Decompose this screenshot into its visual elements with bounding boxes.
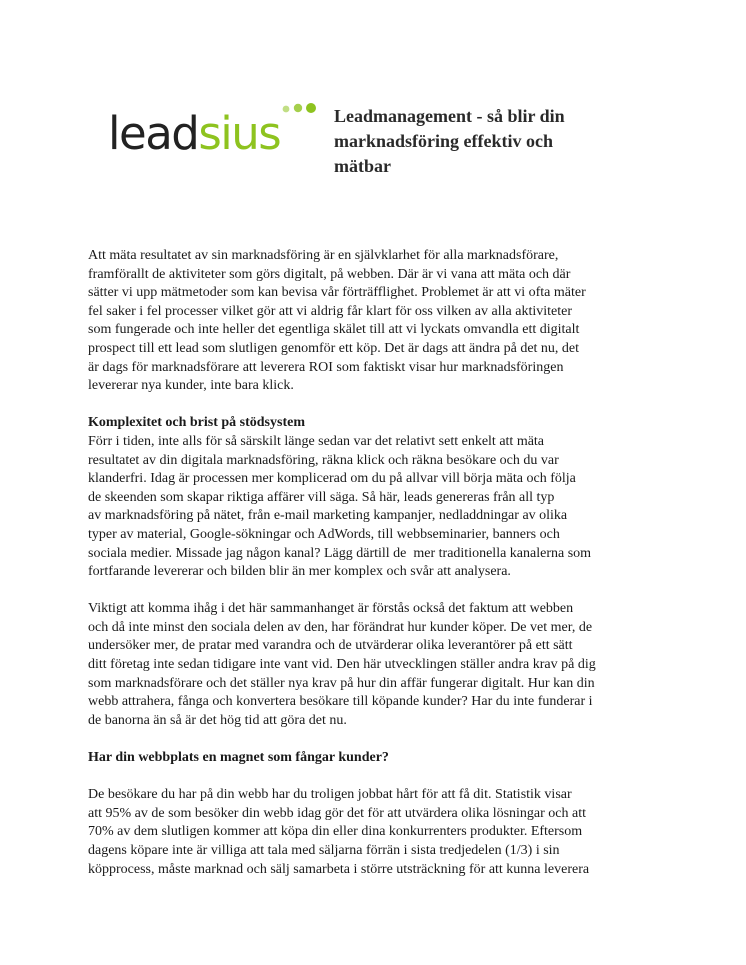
text-line: de banorna än så är det hög tid att göra det nu. (88, 712, 347, 728)
text-line: som fungerade och inte heller det egentliga skälet till att vi lyckats omvandla ett digitalt (88, 322, 580, 338)
section2-paragraph-1 (88, 786, 678, 879)
text-line: webb attrahera, fånga och konvertera besökare till köpande kunder? Har du inte funderar i (88, 694, 593, 710)
section-heading: Komplexitet och brist på stödsystem (88, 415, 305, 431)
text-line: De besökare du har på din webb har du troligen jobbat hårt för att få dit. Statistik visar (88, 787, 572, 803)
text-line: de skeenden som skapar riktiga affärer vill säga. Så här, leads genereras från all typ (88, 489, 555, 505)
text-line: är dags för marknadsförare att leverera ROI som faktiskt visar hur marknadsföringen (88, 359, 564, 375)
text-line: Förr i tiden, inte alls för så särskilt länge sedan var det relativt sett enkelt att mäta (88, 433, 545, 449)
text-line: och då inte minst den sociala delen av den, har förändrat hur kunder köper. De vet mer, de (88, 619, 593, 635)
text-line: köpprocess, måste marknad och sälj samarbeta i större utsträckning för att kunna leverera (88, 861, 590, 877)
text-line: som marknadsförare och det ställer nya krav på hur din affär fungerar digitalt. Hur kan din (88, 675, 595, 691)
text-line: undersöker mer, de pratar med varandra och de utvärderar olika leverantörer på ett sätt (88, 638, 573, 654)
text-line: Viktigt att komma ihåg i det här sammanhanget är förstås också det faktum att webben (88, 601, 574, 617)
text-line: av marknadsföring på nätet, från e-mail marketing kampanjer, nedladdningar av olika (88, 508, 568, 524)
text-line: levererar nya kunder, inte bara klick. (88, 378, 294, 394)
text-line: att 95% av de som besöker din webb idag gör det för att utvärdera olika lösningar och att (88, 805, 587, 821)
text-line: prospect till ett lead som slutligen genomför ett köp. Det är dags att ändra på det nu, det (88, 340, 580, 356)
text-line: framförallt de aktiviteter som görs digitalt, på webben. Där är vi vana att mäta och där (88, 266, 571, 282)
logo-sius-part: sius (198, 107, 281, 154)
text-line: dagens köpare inte är villiga att tala med säljarna förrän i sista tredjedelen (1/3) i sin (88, 843, 560, 858)
title-line: Leadmanagement - så blir din (334, 106, 565, 126)
title-line: marknadsföring effektiv och (334, 131, 553, 151)
logo-word (108, 107, 280, 154)
logo-lead-part: lead (108, 107, 199, 154)
text-line: ditt företag inte sedan tidigare inte vant vid. Den här utvecklingen ställer andra krav på dig (88, 657, 596, 673)
text-line: resultatet av din digitala marknadsföring, räkna klick och räkna besökare och du var (88, 452, 559, 468)
logo-dots-icon (283, 103, 316, 113)
document-title (334, 104, 634, 179)
intro-paragraph (88, 247, 678, 396)
leadsius-logo (108, 102, 320, 154)
document-body (88, 247, 678, 879)
text-line: sätter vi upp mätmetoder som kan bevisa vår förträfflighet. Problemet är att vi ofta mäter (88, 285, 586, 301)
text-line: fel saker i fel processer vilket gör att vi aldrig får klart för oss vilken av alla aktiviteter (88, 303, 572, 319)
section1-paragraph-2 (88, 600, 678, 730)
text-line: typer av material, Google-sökningar och AdWords, till webbseminarier, banners och (88, 526, 560, 542)
text-line: klanderfri. Idag är processen mer komplicerad om du på allvar vill börja mäta och följa (88, 471, 576, 487)
text-line: fortfarande levererar och bilden blir än mer komplex och svår att analysera. (88, 564, 511, 580)
title-line: mätbar (334, 156, 391, 176)
section-heading: Har din webbplats en magnet som fångar kunder? (88, 750, 389, 766)
text-line: 70% av dem slutligen kommer att köpa din eller dina konkurrenters produkter. Eftersom (88, 824, 583, 840)
section1-paragraph-1 (88, 433, 678, 582)
text-line: Att mäta resultatet av sin marknadsföring är en självklarhet för alla marknadsförare, (88, 248, 559, 263)
text-line: sociala medier. Missade jag någon kanal? Lägg därtill de mer traditionella kanalerna som (88, 545, 592, 561)
